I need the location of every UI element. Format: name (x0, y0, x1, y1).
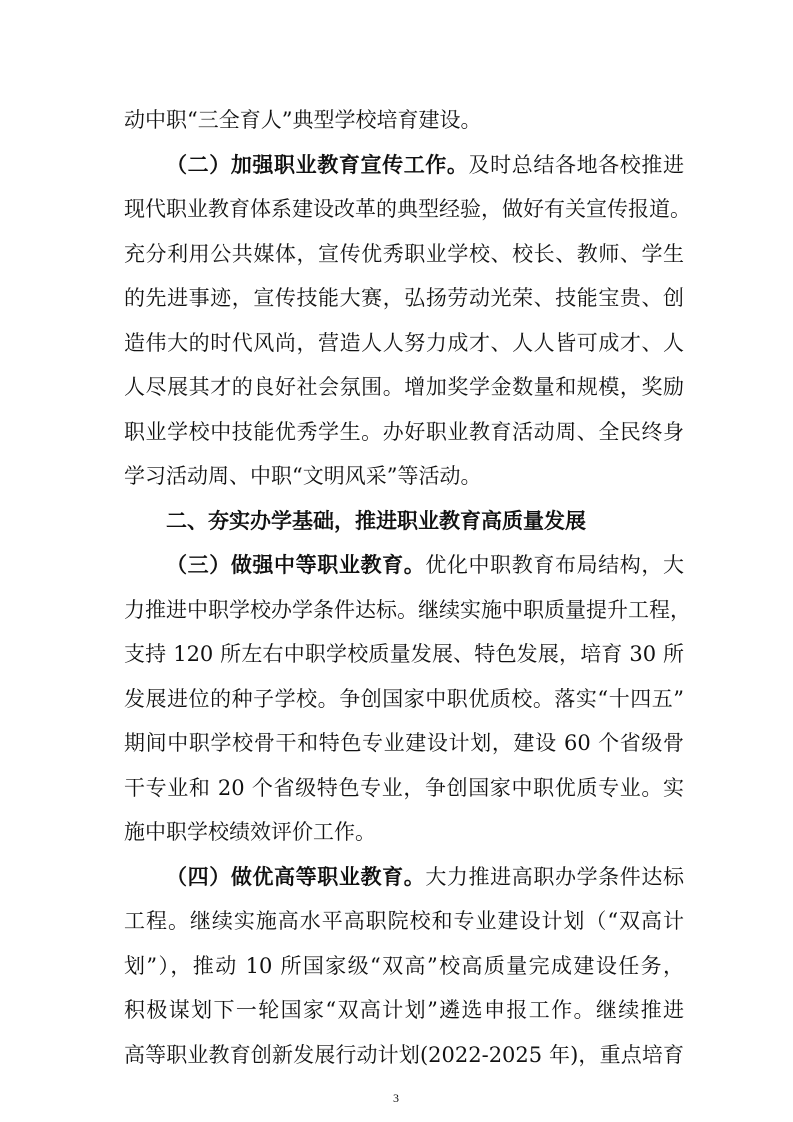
text-run: 现代职业教育体系建设改革的典型经验，做好有关宣传报道。 (124, 197, 691, 221)
text-run: 高等职业教育创新发展行动计划(2022-2025 年)，重点培育 (124, 1043, 684, 1067)
body-line (124, 774, 684, 802)
body-line (124, 418, 684, 446)
text-run: 积极谋划下一轮国家“双高计划”遴选申报工作。继续推进 (124, 998, 684, 1022)
text-run: 优化中职教育布局结构，大 (425, 553, 685, 577)
text-run: 期间中职学校骨干和特色专业建设计划，建设 60 个省级骨 (124, 731, 684, 755)
text-run: 及时总结各地各校推进 (468, 153, 685, 177)
text-run: 学习活动周、中职“文明风采”等活动。 (124, 464, 482, 488)
text-run: 力推进中职学校办学条件达标。继续实施中职质量提升工程， (124, 598, 691, 622)
body-line (124, 907, 684, 935)
text-run: 的先进事迹，宣传技能大赛，弘扬劳动光荣、技能宝贵、创 (124, 286, 684, 310)
text-run: 划”），推动 10 所国家级“双高”校高质量完成建设任务， (124, 954, 684, 978)
body-line (124, 685, 684, 713)
text-run: 充分利用公共媒体，宣传优秀职业学校、校长、教师、学生 (124, 242, 684, 266)
text-run: 施中职学校绩效评价工作。 (124, 820, 376, 844)
section-title: （二）加强职业教育宣传工作。 (166, 152, 469, 177)
body-line (124, 1041, 684, 1069)
body-line (124, 640, 684, 668)
body-line (124, 373, 684, 401)
body-line (124, 195, 691, 223)
text-run: 职业学校中技能优秀学生。办好职业教育活动周、全民终身 (124, 420, 684, 444)
text-run: 动中职“三全育人”典型学校培育建设。 (124, 108, 482, 132)
text-run: 发展进位的种子学校。争创国家中职优质校。落实“十四五” (124, 687, 684, 711)
heading-text: 二、夯实办学基础，推进职业教育高质量发展 (166, 509, 586, 533)
body-line (124, 240, 684, 268)
text-run: 支持 120 所左右中职学校质量发展、特色发展，培育 30 所 (124, 642, 684, 666)
section-first-line (166, 551, 684, 579)
section-title: （四）做优高等职业教育。 (166, 864, 426, 889)
body-line (124, 462, 684, 490)
page-number: 3 (393, 1091, 399, 1105)
body-line (124, 818, 684, 846)
body-line (124, 106, 684, 134)
text-run: 工程。继续实施高水平高职院校和专业建设计划（“双高计 (124, 909, 684, 933)
body-line (124, 596, 691, 624)
section-first-line (166, 151, 684, 179)
text-run: 干专业和 20 个省级特色专业，争创国家中职优质专业。实 (124, 776, 684, 800)
body-line (124, 729, 684, 757)
body-line (124, 284, 684, 312)
body-line (124, 329, 684, 357)
body-line (124, 952, 684, 980)
text-run: 大力推进高职办学条件达标 (425, 865, 685, 889)
body-line (124, 996, 684, 1024)
section-first-line (166, 863, 684, 891)
text-run: 造伟大的时代风尚，营造人人努力成才、人人皆可成才、人 (124, 331, 684, 355)
text-run: 人尽展其才的良好社会氛围。增加奖学金数量和规模，奖励 (124, 375, 684, 399)
section-heading (166, 507, 684, 535)
section-title: （三）做强中等职业教育。 (166, 552, 426, 577)
